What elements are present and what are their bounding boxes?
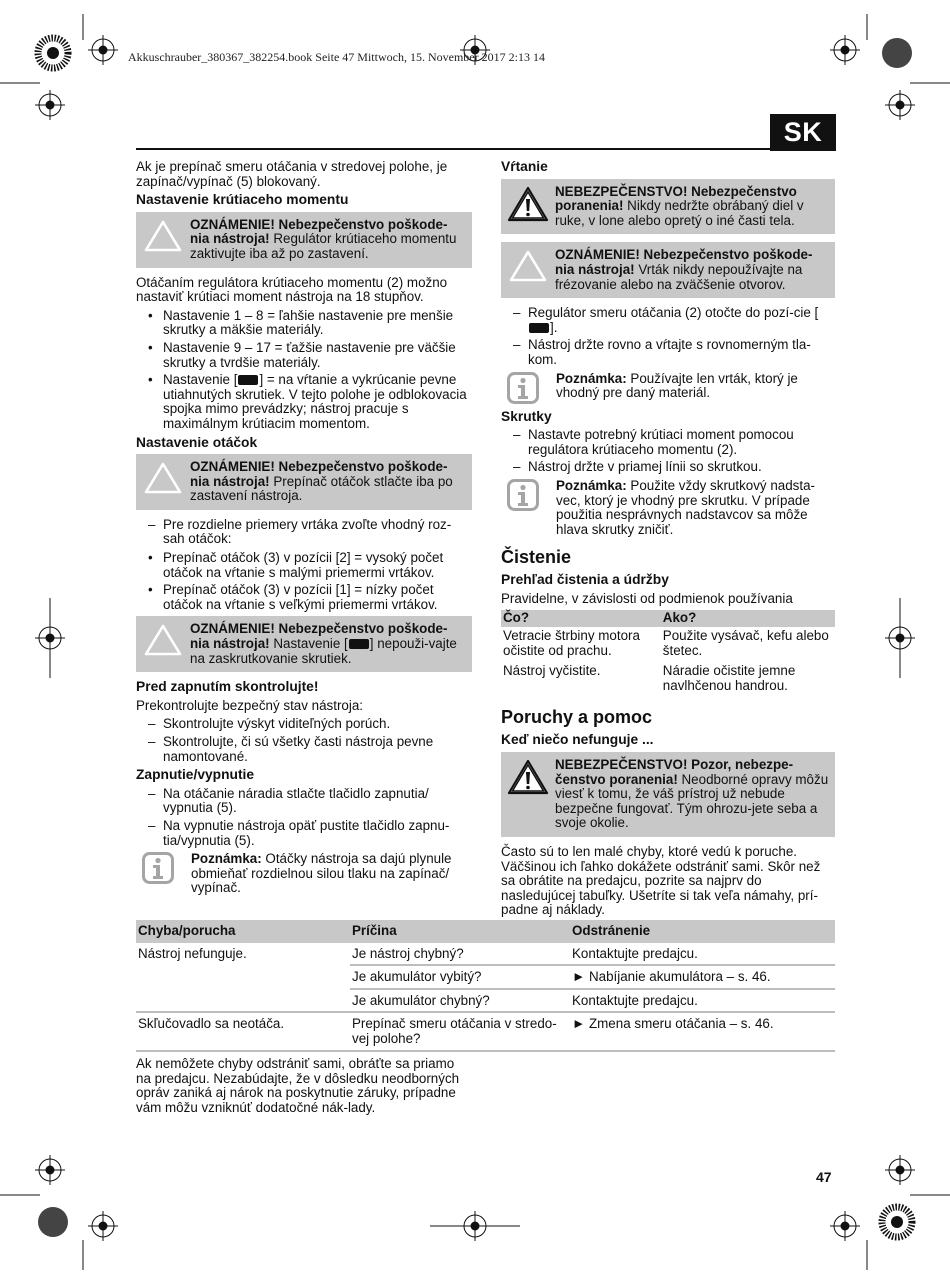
- table-cell: Je nástroj chybný?: [350, 943, 570, 966]
- speed-heading: Nastavenie otáčok: [136, 434, 258, 450]
- list-item: – Na otáčanie náradia stlačte tlačidlo zapnutia/ vypnutia (5).: [136, 787, 472, 816]
- right-column: [501, 160, 835, 922]
- table-cell: Je akumulátor vybitý?: [350, 965, 570, 989]
- list-item-text: ].: [550, 319, 558, 335]
- table-cell: Je akumulátor chybný?: [350, 989, 570, 1013]
- drill-notice: [501, 242, 835, 298]
- header-rule: [136, 148, 770, 150]
- check-paragraph: Prekontrolujte bezpečný stav nástroja:: [136, 697, 364, 713]
- notice-text: Prepínač otáčok stlačte iba po zastavení nástroja.: [190, 473, 453, 504]
- table-cell: Použite vysávač, kefu alebo štetec.: [662, 628, 829, 658]
- list-item: • Nastavenie 9 – 17 = ťažšie nastavenie pre väčšie skrutky a tvrdšie materiály.: [136, 341, 472, 370]
- danger-text: Neodborné opravy môžu viesť k tomu, že váš prístroj už nebude bezpečne fungovať. Tým ohrozu-jete seba a svoje okolie.: [555, 771, 829, 831]
- info-icon: [507, 479, 539, 511]
- trouble-paragraph: Často sú to len malé chyby, ktoré vedú k poruche. Väčšinou ich ľahko dokážete odstrániť sami. Skôr než sa obrátite na predajcu, pozrite sa najprv do nasledujúcej tabuľky. Ušetríte si tak veľa námahy, prí-padne aj náklady.: [501, 844, 821, 918]
- warning-danger-icon: [507, 186, 549, 222]
- onoff-heading: Zapnutie/vypnutie: [136, 767, 255, 783]
- danger-label: NEBEZPEČENSTVO! Nebezpečenstvo poranenia!: [555, 183, 797, 214]
- info-icon: [142, 852, 174, 884]
- note-label: Poznámka:: [191, 851, 262, 867]
- list-item: – Pre rozdielne priemery vrtáka zvoľte vhodný roz-sah otáčok:: [136, 518, 472, 547]
- cleaning-heading: Čistenie: [501, 547, 572, 568]
- cleaning-subheading: Prehľad čistenia a údržby: [501, 572, 669, 588]
- warning-danger-icon: [507, 759, 549, 795]
- warning-outline-icon: [508, 249, 548, 283]
- drill-danger: [501, 179, 835, 235]
- torque-paragraph: Otáčaním regulátora krútiaceho momentu (2) možno nastaviť krútiaci moment nástroja na 18 stupňov.: [136, 274, 448, 305]
- torque-notice: [136, 212, 472, 268]
- danger-label: NEBEZPEČENSTVO! Pozor, nebezpe-čenstvo poranenia!: [555, 757, 794, 787]
- table-cell: Prepínač smeru otáčania v stredo-vej polohe?: [350, 1012, 570, 1050]
- list-item: • Prepínač otáčok (3) v pozícii [1] = nízky počet otáčok na vŕtanie s veľkými priemermi vrtákov.: [136, 583, 472, 612]
- warning-outline-icon: [143, 623, 183, 657]
- screw-heading: Skrutky: [501, 408, 552, 424]
- list-item-text: Nastavenie [: [163, 372, 238, 388]
- speed-list: [136, 551, 472, 612]
- table-cell: ► Zmena smeru otáčania – s. 46.: [570, 1012, 835, 1050]
- list-item: [136, 373, 472, 431]
- list-item: • Nastavenie 1 – 8 = ľahšie nastavenie pre menšie skrutky a mäkšie materiály.: [136, 309, 472, 338]
- note-text: Používajte len vrták, ktorý je vhodný pre daný materiál.: [556, 370, 798, 401]
- info-icon: [507, 372, 539, 404]
- table-cell: Vetracie štrbiny motora očistite od prachu.: [503, 628, 640, 658]
- note-text: Použite vždy skrutkový nadsta-vec, ktorý je vhodný pre skrutku. V prípade použitia nesprávnych nadstavcov sa môže hlava skrutky zničiť.: [556, 477, 815, 537]
- list-item: – Skontrolujte výskyt viditeľných porúch.: [136, 717, 472, 732]
- care-table: [501, 610, 835, 697]
- table-cell: ► Nabíjanie akumulátora – s. 46.: [570, 965, 835, 989]
- list-item-text: Regulátor smeru otáčania (2) otočte do pozí-cie [: [528, 305, 819, 321]
- note-text: Otáčky nástroja sa dajú plynule obmieňať rozdielnou silou tlaku na zapínač/ vypínač.: [191, 851, 452, 896]
- table-row: [136, 1012, 835, 1050]
- fault-table: [136, 920, 835, 1052]
- drill-note: [501, 372, 835, 404]
- list-item: – Na vypnutie nástroja opäť pustite tlačidlo zapnu-tia/vypnutia (5).: [136, 819, 472, 848]
- onoff-list: [136, 787, 472, 848]
- trouble-subheading: Keď niečo nefunguje ...: [501, 732, 654, 748]
- file-info-line: Akkuschrauber_380367_382254.book Seite 47 Mittwoch, 15. November 2017 2:13 14: [128, 50, 545, 64]
- table-header: Chyba/porucha: [136, 920, 350, 943]
- note-label: Poznámka:: [556, 477, 627, 493]
- trouble-danger: [501, 752, 835, 837]
- danger-text: Nikdy nedržte obrábaný diel v ruke, v lone alebo opretý o iné časti tela.: [555, 198, 804, 228]
- table-header: Čo?: [501, 610, 661, 627]
- table-header: Odstránenie: [570, 920, 835, 943]
- notice-text: Nastavenie [: [269, 636, 348, 652]
- drill-symbol-icon: [529, 323, 549, 333]
- onoff-note: [136, 852, 472, 896]
- notice-label: OZNÁMENIE! Nebezpečenstvo poškode-nia nástroja!: [190, 216, 448, 247]
- table-row: [136, 943, 835, 966]
- warning-outline-icon: [143, 219, 183, 253]
- table-cell: Nástroj nefunguje.: [136, 943, 350, 1013]
- table-cell: Náradie očistite jemne navlhčenou handrou.: [662, 663, 796, 693]
- table-cell: Nástroj vyčistite.: [503, 663, 601, 679]
- left-column: [136, 160, 472, 902]
- list-item: • Prepínač otáčok (3) v pozícii [2] = vysoký počet otáčok na vŕtanie s malými priemermi vrtákov.: [136, 551, 472, 580]
- notice-label: OZNÁMENIE! Nebezpečenstvo poškode-nia nástroja!: [190, 459, 448, 489]
- screw-note: [501, 479, 835, 537]
- notice-text: Regulátor krútiaceho momentu zaktivujte iba až po zastavení.: [190, 231, 457, 261]
- drill-list: [501, 306, 835, 367]
- table-cell: Kontaktujte predajcu.: [570, 943, 835, 966]
- notice-text: Vrták nikdy nepoužívajte na frézovanie alebo na zväčšenie otvorov.: [555, 261, 803, 292]
- list-item: – Skontrolujte, či sú všetky časti nástroja pevne namontované.: [136, 735, 472, 764]
- list-item-text: ] = na vŕtanie a vykrúcanie pevne utiahnutých skrutiek. V tejto polohe je odblokovacia spojka mimo prevádzky; nástroj pracuje s maximálnym krútiacim momentom.: [163, 372, 467, 431]
- speed-notice: [136, 454, 472, 510]
- intro-text: Ak je prepínač smeru otáčania v stredovej polohe, je zapínač/vypínač (5) blokovaný.: [136, 159, 448, 189]
- drill-symbol-icon: [238, 375, 258, 385]
- check-heading: Pred zapnutím skontrolujte!: [136, 679, 319, 695]
- screw-list: [501, 428, 835, 475]
- torque-heading: Nastavenie krútiaceho momentu: [136, 192, 349, 208]
- trouble-heading: Poruchy a pomoc: [501, 707, 653, 728]
- notice-text: ] nepouži-vajte na zaskrutkovanie skrutiek.: [190, 636, 457, 666]
- list-item: – Nástroj držte v priamej línii so skrutkou.: [501, 460, 835, 475]
- check-list: [136, 717, 472, 764]
- closing-paragraph: Ak nemôžete chyby odstrániť sami, obráťte sa priamo na predajcu. Nezabúdajte, že v dôsledku neodborných opráv zaniká aj nárok na poskytnutie záruky, prípadne vám môžu vzniknúť dodatočné nák-lady.: [136, 1056, 460, 1115]
- drill-heading: Vŕtanie: [501, 159, 548, 174]
- language-badge: SK: [770, 114, 836, 151]
- list-item: – Nástroj držte rovno a vŕtajte s rovnomerným tla-kom.: [501, 338, 835, 367]
- list-item: [501, 306, 835, 335]
- torque-list: [136, 309, 472, 432]
- table-header: Ako?: [661, 610, 835, 627]
- table-header: Príčina: [350, 920, 570, 943]
- table-row: [501, 662, 835, 697]
- table-cell: Kontaktujte predajcu.: [570, 989, 835, 1013]
- drill-symbol-icon: [349, 639, 369, 649]
- table-row: [501, 627, 835, 662]
- note-label: Poznámka:: [556, 370, 627, 386]
- notice-label: OZNÁMENIE! Nebezpečenstvo poškode-nia nástroja!: [555, 247, 813, 277]
- speed-notice-2: [136, 616, 472, 672]
- warning-outline-icon: [143, 461, 183, 495]
- page-number: 47: [816, 1169, 832, 1185]
- cleaning-paragraph: Pravidelne, v závislosti od podmienok používania: [501, 590, 793, 606]
- list-item: – Nastavte potrebný krútiaci moment pomocou regulátora krútiaceho momentu (2).: [501, 428, 835, 457]
- notice-label: OZNÁMENIE! Nebezpečenstvo poškode-nia nástroja!: [190, 621, 448, 652]
- speed-dash-list: [136, 518, 472, 547]
- table-cell: Skľučovadlo sa neotáča.: [136, 1012, 350, 1050]
